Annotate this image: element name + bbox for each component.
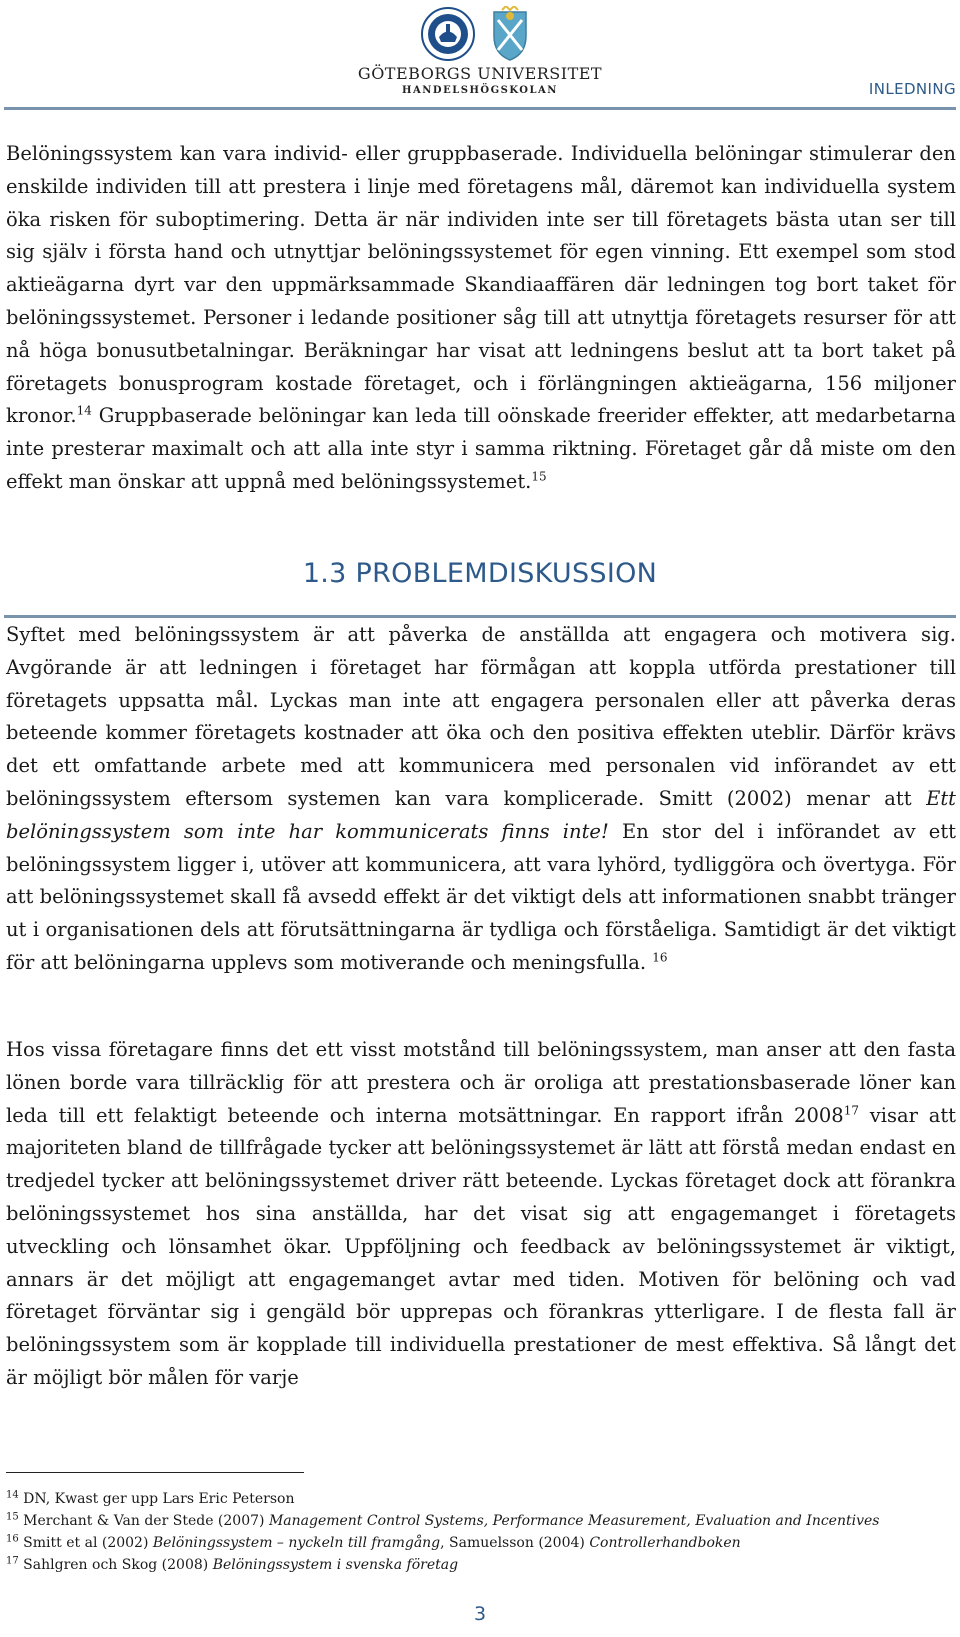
paragraph-3-text: Hos vissa företagare finns det ett visst motstånd till belöningssystem, man anser att den fasta lönen borde vara tillräcklig för att prestera och är oroliga att prestationsbaserade löner kan leda till ett felaktigt beteende och interna motsättningar. En rapport ifrån 2008 <box>6 1038 956 1127</box>
university-logo-icon <box>420 6 540 64</box>
footnote-divider <box>6 1472 304 1473</box>
paragraph-1-text-2: Gruppbaserade belöningar kan leda till oönskade freerider effekter, att medarbetarna inte presterar maximalt och att alla inte styr i samma riktning. Företaget går då miste om den effekt man önskar att uppnå med belöningssystemet. <box>6 404 956 493</box>
footnote-15: $^{15}$ Merchant & Van der Stede (2007) Management Control Systems, Performance Measurement, Evaluation and Incentives <box>6 1511 880 1529</box>
page-number: 3 <box>473 1603 487 1625</box>
footnote-17: $^{17}$ Sahlgren och Skog (2008) Belöningssystem i svenska företag <box>6 1555 459 1573</box>
section-heading: 1.3 PROBLEMDISKUSSION <box>302 558 658 589</box>
paragraph-1 <box>6 138 956 499</box>
footnote-ref-14[interactable]: 14 <box>76 403 92 418</box>
footnote-ref-16[interactable]: 16 <box>652 950 668 965</box>
section-divider <box>4 615 956 618</box>
paragraph-2-text: Syftet med belöningssystem är att påverka de anställda att engagera och motivera sig. Avgörande är att ledningen i företaget har förmågan att koppla utförda prestationer till företagets uppsatta mål. Lyckas man inte att engagera personalen eller att påverka deras beteende kommer företagets kostnader att öka och den positiva effekten uteblir. Därför krävs det ett omfattande arbete med att kommunicera med personalen vid införandet av ett belöningssystem eftersom systemen kan vara komplicerade. Smitt (2002) menar att <box>6 623 956 810</box>
paragraph-2 <box>6 619 956 980</box>
header-divider <box>4 107 956 110</box>
paragraph-2-quote: Ett belöningssystem som inte har kommunicerats finns inte! <box>6 786 956 843</box>
footnote-16: $^{16}$ Smitt et al (2002) Belöningssystem – nyckeln till framgång, Samuelsson (2004) Controllerhandboken <box>6 1533 741 1551</box>
university-name: GÖTEBORGS UNIVERSITET <box>357 64 603 83</box>
paragraph-3 <box>6 1034 956 1395</box>
footnotes <box>6 1488 956 1576</box>
paragraph-2-text-2: En stor del i införandet av ett belöningssystem ligger i, utöver att kommunicera, att vara lyhörd, tydliggöra och övertyga. För att belöningssystemet skall få avsedd effekt är det viktigt dels att informationen snabbt tränger ut i organisationen dels att förutsättningarna är tydliga och förståeliga. Samtidigt är det viktigt för att belöningarna upplevs som motiverande och meningsfulla. <box>6 819 956 974</box>
paragraph-text <box>6 619 956 980</box>
footnote-ref-17[interactable]: 17 <box>843 1103 859 1118</box>
paragraph-text <box>6 138 956 499</box>
footnote-ref-15[interactable]: 15 <box>531 469 547 484</box>
paragraph-1-text: Belöningssystem kan vara individ- eller gruppbaserade. Individuella belöningar stimulerar den enskilde individen till att prestera i linje med företagens mål, däremot kan individuella system öka risken för suboptimering. Detta är när individen inte ser till företagets bästa utan ser till sig själv i första hand och utnyttjar belöningssystemet för egen vinning. Ett exempel som stod aktieägarna dyrt var den uppmärksammade Skandiaaffären där ledningen tog bort taket för belöningssystemet. Personer i ledande positioner såg till att utnyttja företagets resurser för att nå höga bonusutbetalningar. Beräkningar har visat att ledningens beslut att ta bort taket på företagets bonusprogram kostade företaget, och i förlängningen aktieägarna, 156 miljoner kronor. <box>6 142 956 428</box>
page-header <box>0 0 960 110</box>
paragraph-3-text-2: visar att majoriteten bland de tillfrågade tycker att belöningssystemet är lätt att förstå medan endast en tredjedel tycker att belöningssystemet driver rätt beteende. Lyckas företaget dock att förankra belöningssystemet hos sina anställda, har det visat sig att engagemanget i företagets utveckling och lönsamhet ökar. Uppföljning och feedback av belöningssystemet är viktigt, annars är det möjligt att engagemanget avtar med tiden. Motiven för belöning och vad företaget förväntar sig i gengäld bör upprepas och förankras ytterligare. I de flesta fall är belöningssystem som är kopplade till individuella prestationer de mest effektiva. Så långt det är möjligt bör målen för varje <box>6 1103 956 1389</box>
section-label: INLEDNING <box>868 80 956 98</box>
school-name: HANDELSHÖGSKOLAN <box>402 85 558 96</box>
footnote-14: $^{14}$ DN, Kwast ger upp Lars Eric Peterson <box>6 1489 295 1507</box>
paragraph-text <box>6 1034 956 1395</box>
